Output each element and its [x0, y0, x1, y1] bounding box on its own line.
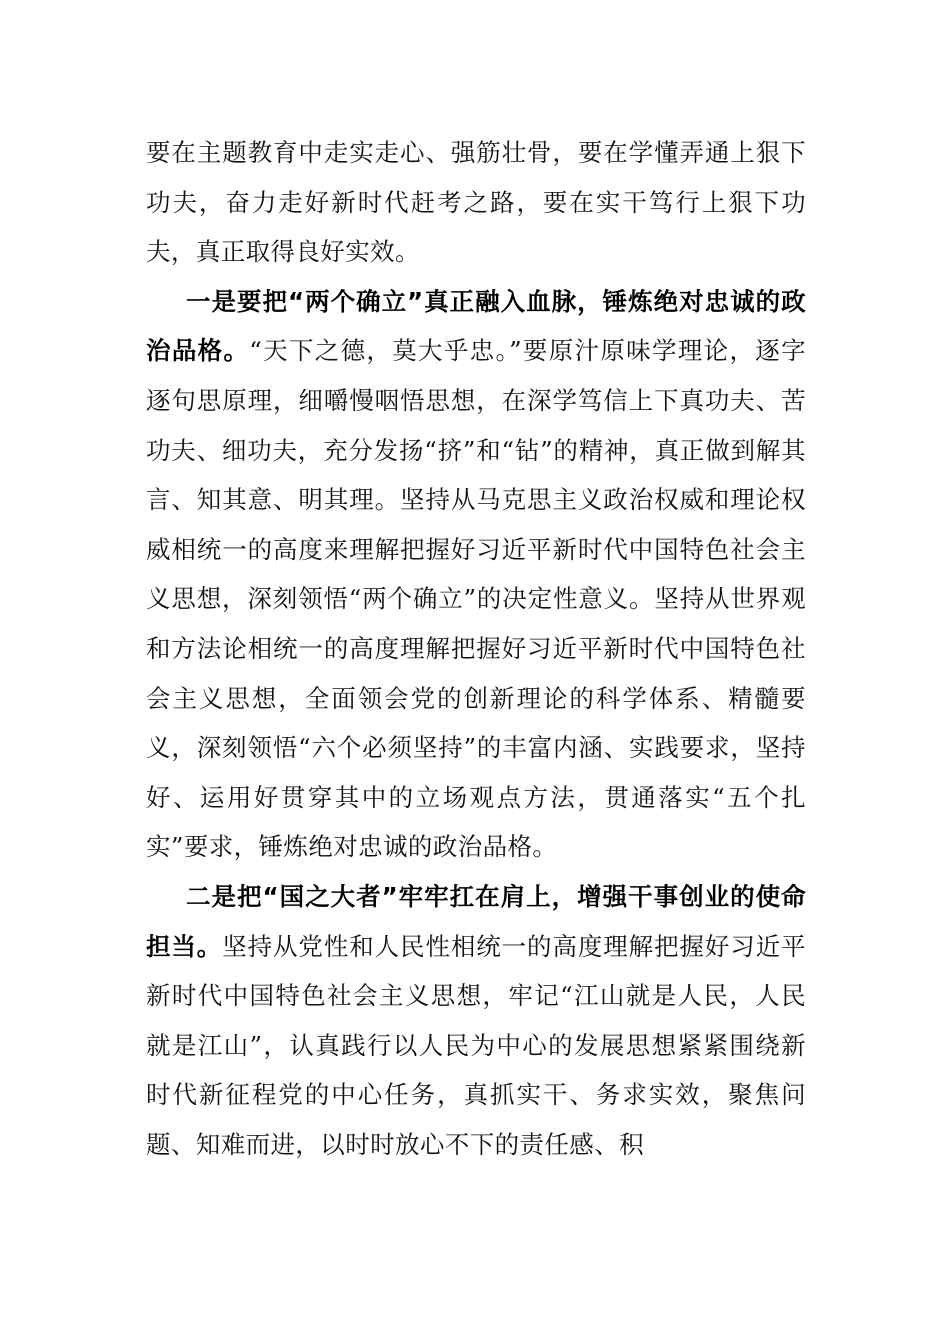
paragraph-heading: 二是把“国之大者”牢牢扛在肩上，增强干事创业的使命担当。: [146, 881, 806, 961]
paragraph-heading: 一是要把“两个确立”真正融入血脉，锤炼绝对忠诚的政治品格。: [146, 286, 806, 366]
document-body: [146, 128, 806, 1169]
paragraph-text: 要在主题教育中走实走心、强筋壮骨，要在学懂弄通上狠下功夫，奋力走好新时代赶考之路，要在实干笃行上狠下功夫，真正取得良好实效。: [146, 138, 806, 267]
paragraph-text: 坚持从党性和人民性相统一的高度理解把握好习近平新时代中国特色社会主义思想，牢记“江山就是人民，人民就是江山”，认真践行以人民为中心的发展思想紧紧围绕新时代新征程党的中心任务，真抓实干、务求实效，聚焦问题、知难而进，以时时放心不下的责任感、积: [146, 931, 806, 1159]
paragraph-point-two: [146, 872, 806, 1170]
paragraph-intro-continuation: [146, 128, 806, 277]
paragraph-text: “天下之德，莫大乎忠。”要原汁原味学理论，逐字逐句思原理，细嚼慢咽悟思想，在深学笃信上下真功夫、苦功夫、细功夫，充分发扬“挤”和“钻”的精神，真正做到解其言、知其意、明其理。坚持从马克思主义政治权威和理论权威相统一的高度来理解把握好习近平新时代中国特色社会主义思想，深刻领悟“两个确立”的决定性意义。坚持从世界观和方法论相统一的高度理解把握好习近平新时代中国特色社会主义思想，全面领会党的创新理论的科学体系、精髓要义，深刻领悟“六个必须坚持”的丰富内涵、实践要求，坚持好、运用好贯穿其中的立场观点方法，贯通落实“五个扎实”要求，锤炼绝对忠诚的政治品格。: [146, 336, 806, 862]
paragraph-point-one: [146, 277, 806, 872]
